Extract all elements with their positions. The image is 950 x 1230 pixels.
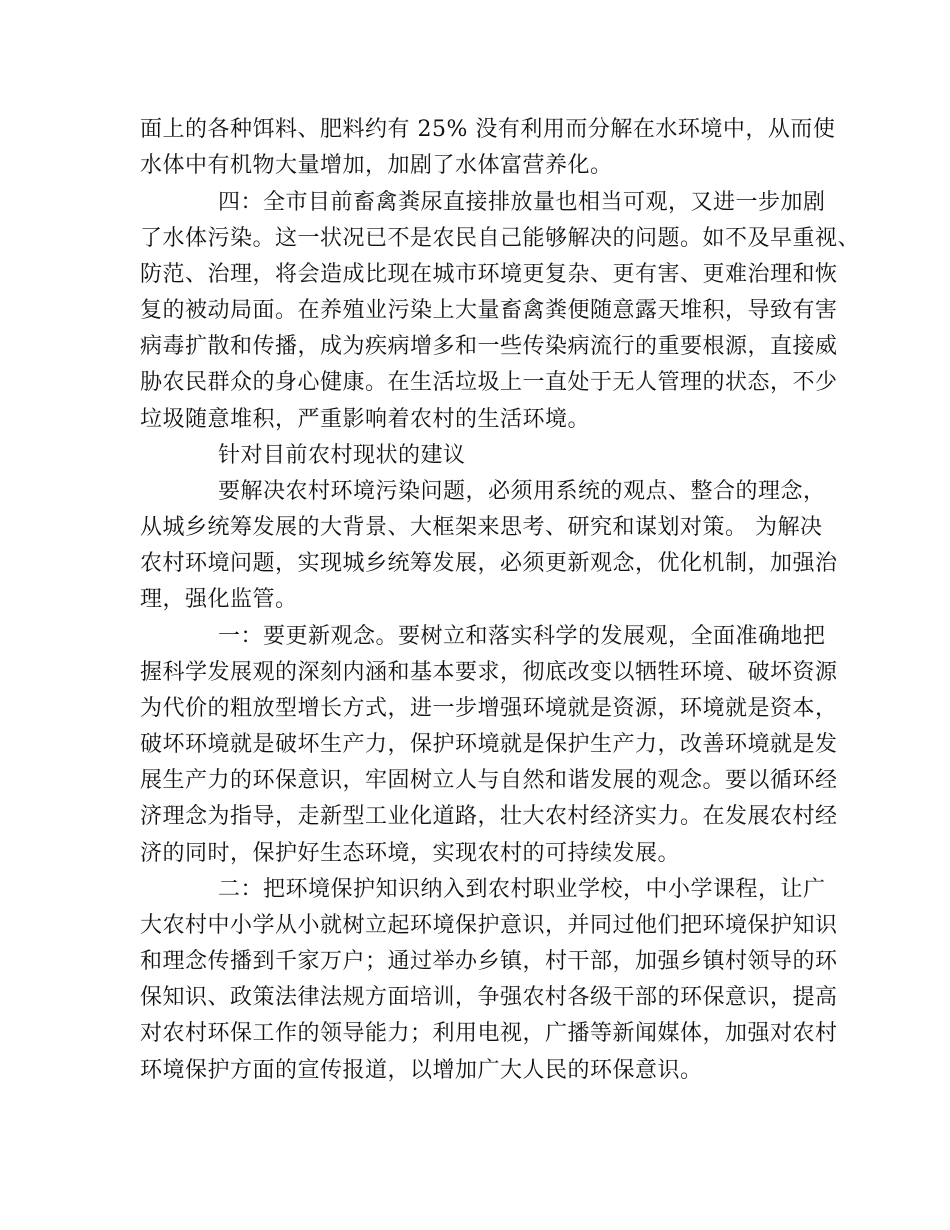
text-line: 面上的各种饵料、肥料约有 25% 没有利用而分解在水环境中，从而使 bbox=[140, 117, 836, 142]
text-line: 济理念为指导，走新型工业化道路，壮大农村经济实力。在发展农村经 bbox=[140, 804, 838, 829]
text-line: 一：要更新观念。要树立和落实科学的发展观，全面准确地把 bbox=[218, 624, 826, 649]
text-line: 四：全市目前畜禽粪尿直接排放量也相当可观，又进一步加剧 bbox=[218, 190, 826, 215]
text-line: 二：把环境保护知识纳入到农村职业学校，中小学课程，让广 bbox=[218, 877, 826, 902]
text-line: 和理念传播到千家万户；通过举办乡镇，村干部，加强乡镇村领导的环 bbox=[140, 949, 838, 974]
text-line: 复的被动局面。在养殖业污染上大量畜禽粪便随意露天堆积，导致有害 bbox=[140, 298, 838, 323]
text-line: 展生产力的环保意识，牢固树立人与自然和谐发展的观念。要以循环经 bbox=[140, 768, 838, 793]
text-line: 握科学发展观的深刻内涵和基本要求，彻底改变以牺牲环境、破坏资源 bbox=[140, 660, 838, 685]
text-line: 为代价的粗放型增长方式，进一步增强环境就是资源，环境就是资本， bbox=[140, 696, 838, 721]
text-line: 病毒扩散和传播，成为疾病增多和一些传染病流行的重要根源，直接威 bbox=[140, 334, 838, 359]
text-line: 破坏环境就是破坏生产力，保护环境就是保护生产力，改善环境就是发 bbox=[140, 732, 838, 757]
text-line: 对农村环保工作的领导能力；利用电视，广播等新闻媒体，加强对农村 bbox=[140, 1021, 838, 1046]
text-line: 了水体污染。这一状况已不是农民自己能够解决的问题。如不及早重视、 bbox=[140, 226, 861, 251]
text-line: 农村环境问题，实现城乡统筹发展，必须更新观念，优化机制，加强治 bbox=[140, 551, 838, 576]
section-heading: 针对目前农村现状的建议 bbox=[218, 443, 466, 468]
text-line: 防范、治理，将会造成比现在城市环境更复杂、更有害、更难治理和恢 bbox=[140, 262, 838, 287]
text-line: 济的同时，保护好生态环境，实现农村的可持续发展。 bbox=[140, 841, 681, 866]
text-line: 大农村中小学从小就树立起环境保护意识，并同过他们把环境保护知识 bbox=[140, 913, 838, 938]
text-line: 胁农民群众的身心健康。在生活垃圾上一直处于无人管理的状态，不少 bbox=[140, 370, 838, 395]
text-line: 环境保护方面的宣传报道，以增加广大人民的环保意识。 bbox=[140, 1058, 703, 1083]
text-line: 理，强化监管。 bbox=[140, 587, 298, 612]
text-line: 垃圾随意堆积，严重影响着农村的生活环境。 bbox=[140, 407, 591, 432]
text-line: 水体中有机物大量增加，加剧了水体富营养化。 bbox=[140, 153, 613, 178]
text-line: 要解决农村环境污染问题，必须用系统的观点、整合的理念， bbox=[218, 479, 826, 504]
text-line: 从城乡统筹发展的大背景、大框架来思考、研究和谋划对策。 为解决 bbox=[140, 515, 823, 540]
text-line: 保知识、政策法律法规方面培训，争强农村各级干部的环保意识，提高 bbox=[140, 985, 838, 1010]
